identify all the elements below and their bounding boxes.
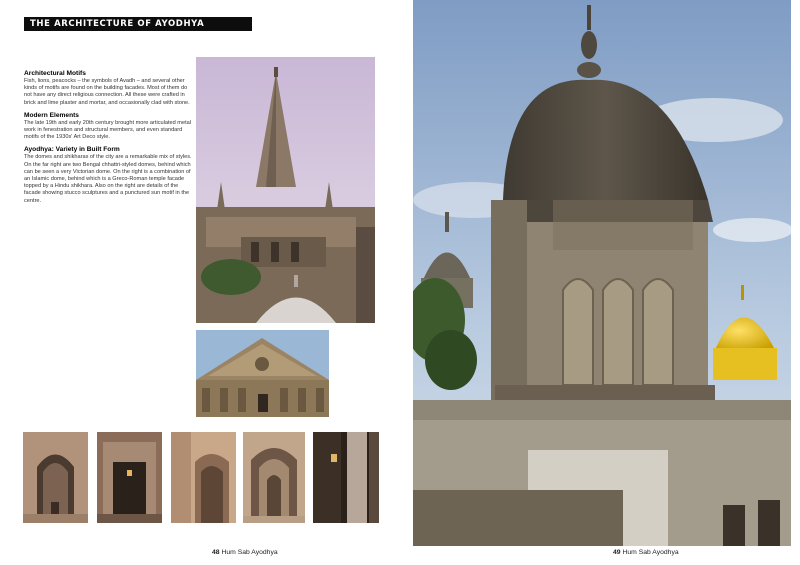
- footer-right: [613, 549, 679, 556]
- photo-corridor-arches: [243, 432, 305, 523]
- photo-temple-shikhara: [196, 57, 375, 323]
- heading-architectural-motifs: Architectural Motifs: [24, 70, 86, 77]
- page-number-right: 49: [613, 549, 621, 556]
- footer-left: [212, 549, 278, 556]
- photo-arched-gateway: [23, 432, 88, 523]
- paragraph-modern-elements: The late 19th and early 20th century brought more articulated metal work in fenestration and structural members, and even standard motifs of the 1930s' Art Deco style.: [24, 119, 191, 141]
- paragraph-architectural-motifs: Fish, lions, peacocks – the symbols of Avadh – and several other kinds of motifs are found on the building facades. Most of them do not have any direct religious connection. All these were crafted in brick and lime plaster and mortar, and occasionally clad with stone.: [24, 78, 190, 106]
- article-text: [24, 70, 192, 210]
- footer-right-text: Hum Sab Ayodhya: [622, 549, 679, 556]
- heading-variety-built-form: Ayodhya: Variety in Built Form: [24, 146, 120, 154]
- photo-carved-niche: [171, 432, 236, 523]
- paragraph-variety-built-form: The domes and shikharas of the city are a remarkable mix of styles. On the far right are two Bengal chhattri-styled domes, behind which can be seen a very Victorian dome. On the right is a combination of an Islamic dome, behind which is a Greco-Roman temple facade topped by a Hindu shikhara. Also on the right are details of the facade showing stucco sculptures and a punctured sun motif in the centre.: [24, 154, 192, 204]
- page-title: THE ARCHITECTURE OF AYODHYA: [24, 17, 252, 31]
- heading-modern-elements: Modern Elements: [24, 111, 79, 119]
- photo-shrine-doorway: [97, 432, 162, 523]
- photo-pediment-facade: [196, 330, 329, 417]
- footer-left-text: Hum Sab Ayodhya: [221, 549, 278, 556]
- photo-bengal-chhattri-dome: [413, 0, 791, 546]
- page-number-left: 48: [212, 549, 220, 556]
- photo-dark-doorway: [313, 432, 379, 523]
